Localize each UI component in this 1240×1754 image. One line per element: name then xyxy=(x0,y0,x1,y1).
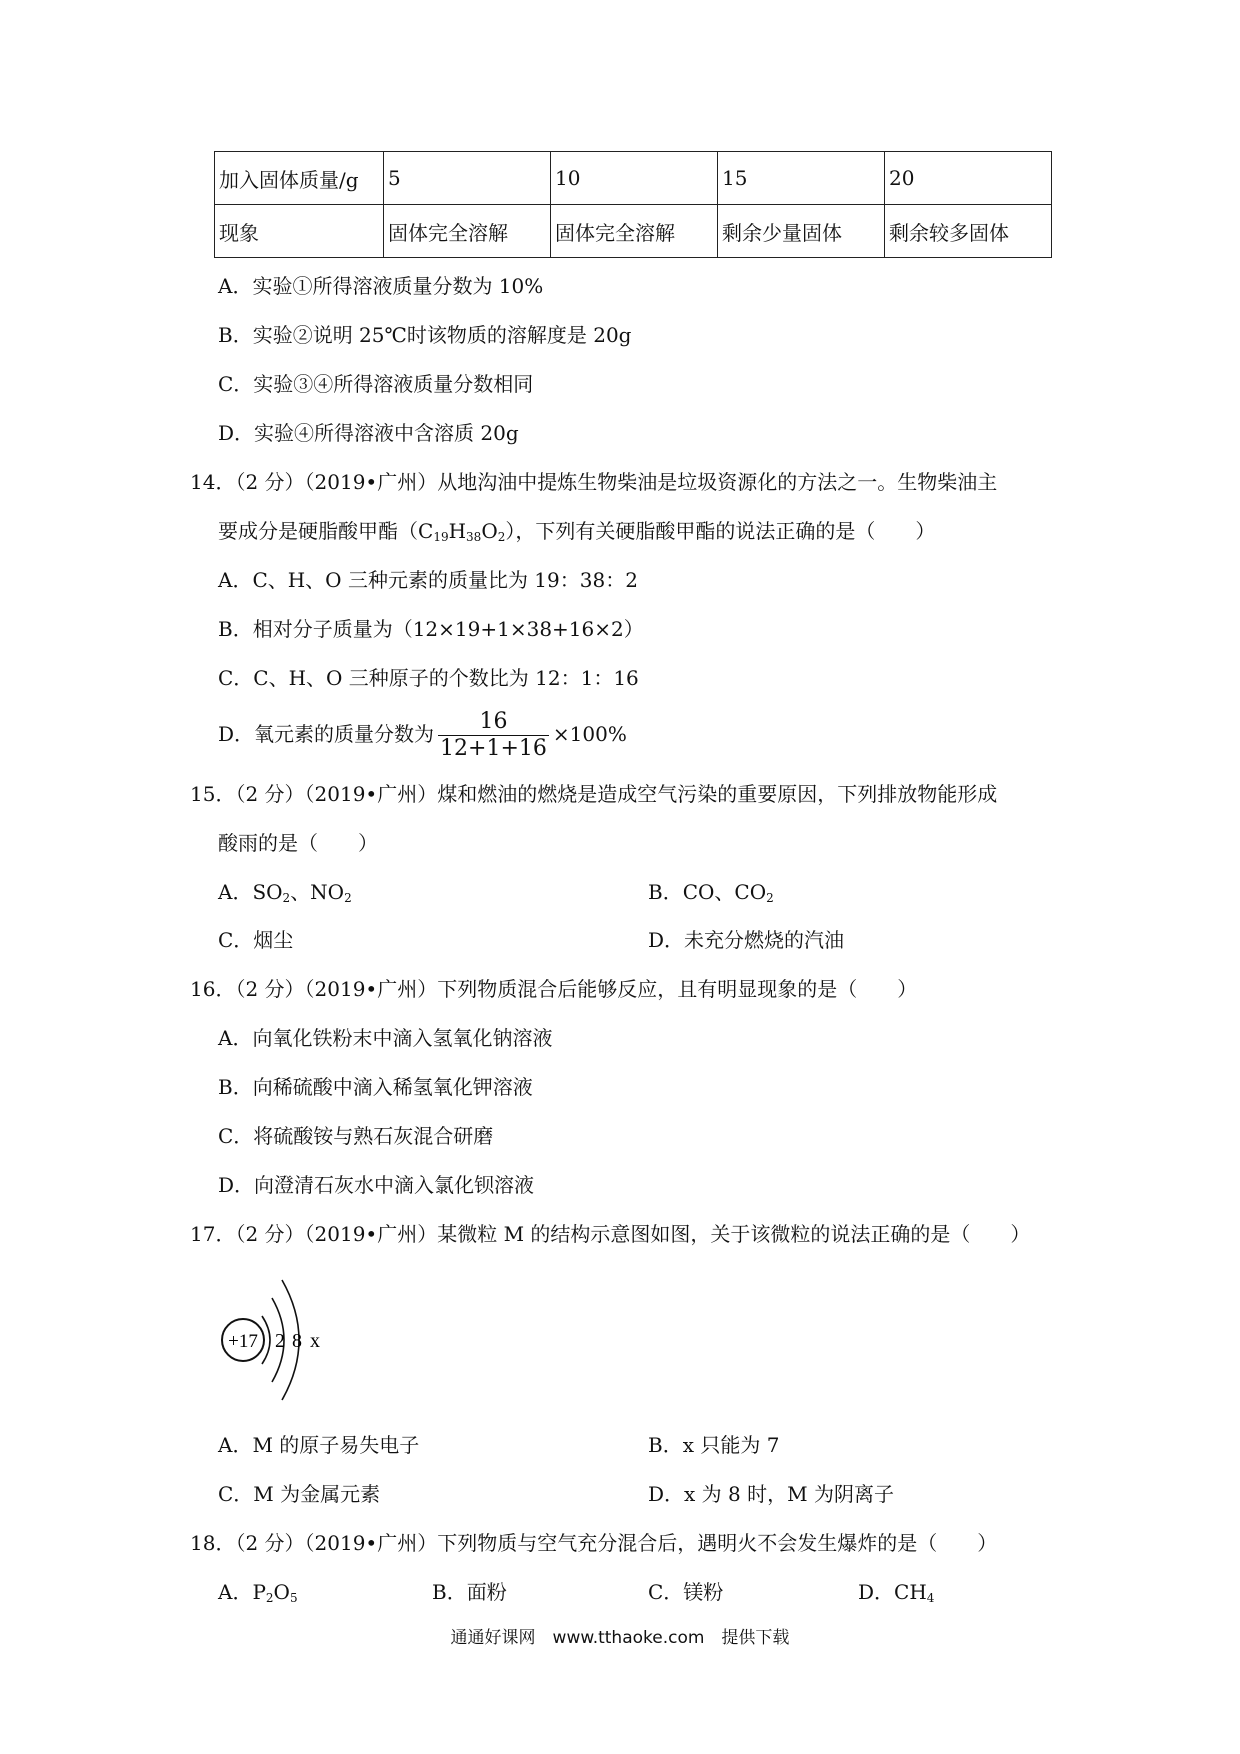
q14-stem-line2 xyxy=(218,517,935,551)
shell-electron-count: x xyxy=(310,1330,320,1352)
subscript: 4 xyxy=(926,1591,935,1605)
q14-option-c: C．C、H、O 三种原子的个数比为 12：1：16 xyxy=(218,666,639,690)
fraction-denominator: 12+1+16 xyxy=(440,736,547,761)
table-cell: 15 xyxy=(718,152,885,205)
q14-option-b: B．相对分子质量为（12×19+1×38+16×2） xyxy=(218,617,644,641)
table-cell: 5 xyxy=(384,152,551,205)
subscript: 2 xyxy=(497,530,506,544)
subscript: 19 xyxy=(433,530,449,544)
q15-option-d: D．未充分燃烧的汽油 xyxy=(648,928,845,952)
q18-text: O xyxy=(273,1580,290,1604)
q14-option-d xyxy=(218,706,627,762)
q15-text: 、NO xyxy=(290,880,345,904)
q15-stem-line1: 15．（2 分）（2019•广州）煤和燃油的燃烧是造成空气污染的重要原因，下列排放物能形成 xyxy=(190,782,998,806)
q17-option-b: B．x 只能为 7 xyxy=(648,1433,780,1457)
q13-option-d: D．实验④所得溶液中含溶质 20g xyxy=(218,421,519,445)
q15-stem-line2: 酸雨的是（ ） xyxy=(218,831,378,855)
q13-option-b: B．实验②说明 25℃时该物质的溶解度是 20g xyxy=(218,323,632,347)
shell-electron-count: 2 xyxy=(275,1330,285,1352)
table-cell: 固体完全溶解 xyxy=(551,205,718,258)
q18-text: A．P xyxy=(218,1580,266,1604)
q15-option-c: C．烟尘 xyxy=(218,928,294,952)
table-row xyxy=(215,205,1052,258)
subscript: 38 xyxy=(466,530,482,544)
table-cell: 现象 xyxy=(215,205,384,258)
q17-option-c: C．M 为金属元素 xyxy=(218,1482,381,1506)
table-cell: 加入固体质量/g xyxy=(215,152,384,205)
q14-text: 要成分是硬脂酸甲酯（C xyxy=(218,519,434,543)
q15-option-a xyxy=(218,878,352,912)
q14-option-d-text: D．氧元素的质量分数为 xyxy=(218,722,435,746)
q17-stem: 17．（2 分）（2019•广州）某微粒 M 的结构示意图如图，关于该微粒的说法正确的是（ ） xyxy=(190,1222,1031,1246)
q14-stem-line1: 14．（2 分）（2019•广州）从地沟油中提炼生物柴油是垃圾资源化的方法之一。生物柴油主 xyxy=(190,470,998,494)
q18-option-a xyxy=(218,1578,298,1612)
q17-option-d: D．x 为 8 时，M 为阴离子 xyxy=(648,1482,894,1506)
table-cell: 剩余少量固体 xyxy=(718,205,885,258)
page-footer: 通通好课网 www.tthaoke.com 提供下载 xyxy=(450,1628,790,1648)
table-row xyxy=(215,152,1052,205)
q16-option-b: B．向稀硫酸中滴入稀氢氧化钾溶液 xyxy=(218,1075,533,1099)
subscript: 2 xyxy=(766,891,774,905)
q13-option-c: C．实验③④所得溶液质量分数相同 xyxy=(218,372,534,396)
q14-text: ），下列有关硬脂酸甲酯的说法正确的是（ ） xyxy=(505,519,936,543)
table-cell: 10 xyxy=(551,152,718,205)
table-cell: 20 xyxy=(885,152,1052,205)
fraction-numerator: 16 xyxy=(438,709,549,736)
q16-stem: 16．（2 分）（2019•广州）下列物质混合后能够反应，且有明显现象的是（ ） xyxy=(190,977,918,1001)
subscript: 5 xyxy=(289,1591,298,1605)
nucleus-charge: +17 xyxy=(228,1331,258,1352)
q18-text: D．CH xyxy=(858,1580,927,1604)
q13-option-a: A．实验①所得溶液质量分数为 10% xyxy=(218,274,544,298)
table-cell: 剩余较多固体 xyxy=(885,205,1052,258)
fraction xyxy=(438,709,549,762)
q16-option-c: C．将硫酸铵与熟石灰混合研磨 xyxy=(218,1124,494,1148)
subscript: 2 xyxy=(344,891,352,905)
q17-option-a: A．M 的原子易失电子 xyxy=(218,1433,420,1457)
q14-option-d-text: ×100% xyxy=(552,722,627,746)
q15-option-b xyxy=(648,878,774,912)
q18-option-c: C．镁粉 xyxy=(648,1580,724,1604)
solubility-table xyxy=(214,151,1052,258)
q18-option-d xyxy=(858,1578,934,1612)
subscript: 2 xyxy=(282,891,291,905)
q16-option-a: A．向氧化铁粉末中滴入氢氧化钠溶液 xyxy=(218,1026,553,1050)
atom-structure-diagram xyxy=(216,1262,346,1412)
q14-option-a: A．C、H、O 三种元素的质量比为 19：38：2 xyxy=(218,568,638,592)
q14-text: O xyxy=(481,519,498,543)
q14-text: H xyxy=(448,519,467,543)
q18-stem: 18．（2 分）（2019•广州）下列物质与空气充分混合后，遇明火不会发生爆炸的是（ ） xyxy=(190,1531,998,1555)
q15-text: B．CO、CO xyxy=(648,880,767,904)
table-cell: 固体完全溶解 xyxy=(384,205,551,258)
q15-text: A．SO xyxy=(218,880,283,904)
shell-electron-count: 8 xyxy=(292,1330,302,1352)
subscript: 2 xyxy=(265,1591,274,1605)
q18-option-b: B．面粉 xyxy=(432,1580,507,1604)
q16-option-d: D．向澄清石灰水中滴入氯化钡溶液 xyxy=(218,1173,535,1197)
